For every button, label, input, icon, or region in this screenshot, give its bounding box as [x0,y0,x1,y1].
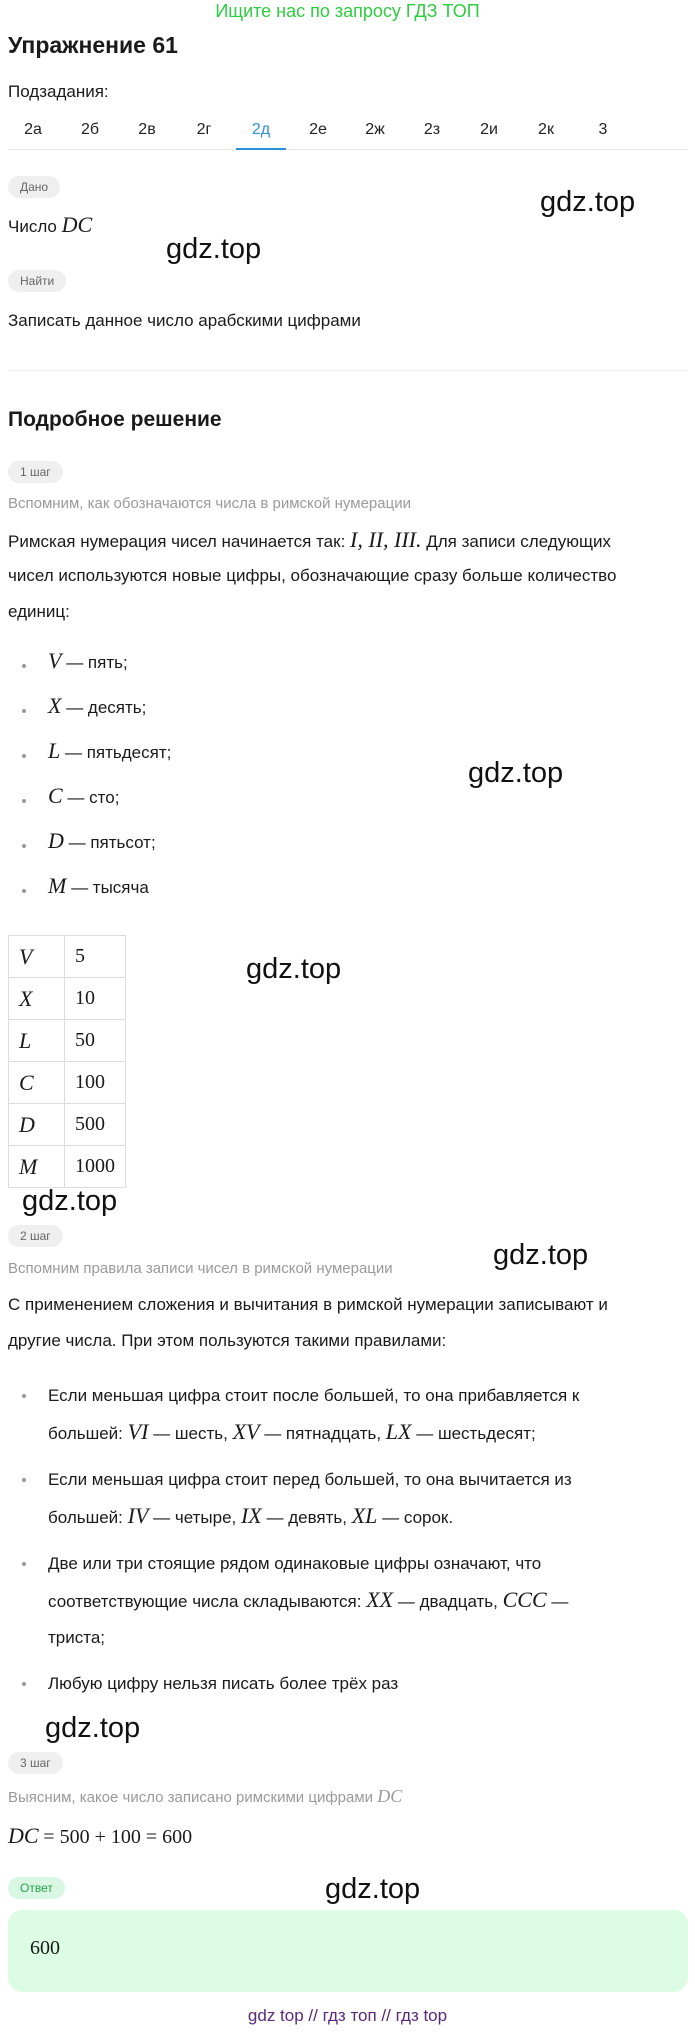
list-item [22,1378,662,1452]
list-text: — пятьдесят; [64,743,172,762]
list-item [22,693,171,738]
math-symbol: XL [351,1503,378,1528]
step1-line3: единиц: [8,602,70,621]
math-symbol: M [48,873,67,898]
list-item [22,648,171,693]
list-item [22,1462,662,1536]
step1-line1-end: Для записи следующих [426,532,611,551]
list-text: — девять, [266,1508,347,1527]
math-symbol: LX [385,1419,412,1444]
table-cell: V [9,936,65,978]
step1-line1 [8,522,611,560]
tab-2k[interactable]: 2к [538,121,554,138]
list-text: Любую цифру нельзя писать более трёх раз [48,1674,399,1693]
table-cell: 1000 [65,1146,126,1188]
list-text: — шесть, [153,1424,228,1443]
list-text: — пять; [66,653,128,672]
list-text: — [551,1592,569,1611]
find-badge: Найти [8,270,66,292]
math-symbol: IX [240,1503,262,1528]
step3-hint [8,1786,402,1807]
tab-2zh[interactable]: 2ж [365,121,385,138]
divider [8,370,688,371]
list-text: большей: [48,1508,123,1527]
list-text: соответствующие числа складываются: [48,1592,362,1611]
watermark: gdz.top [45,1712,141,1744]
find-text: Записать данное число арабскими цифрами [8,311,361,330]
page-title: Упражнение 61 [8,32,178,58]
answer-badge: Ответ [8,1877,65,1899]
table-cell: D [9,1104,65,1146]
roman-digits-list [22,648,171,918]
watermark: gdz.top [325,1873,421,1905]
list-text: — четыре, [153,1508,237,1527]
list-text: Если меньшая цифра стоит после большей, то она прибавляется к [48,1386,580,1405]
math-symbol: VI [127,1419,149,1444]
math-symbol: CCC [502,1587,547,1612]
tab-2z[interactable]: 2з [423,121,441,138]
list-item [22,828,171,873]
watermark: gdz.top [540,186,636,218]
step2-line2: другие числа. При этом пользуются такими правилами: [8,1331,447,1350]
table-cell: 5 [65,936,126,978]
tab-2e[interactable]: 2е [309,121,327,138]
footer-links[interactable]: gdz top // гдз топ // гдз top [247,2006,448,2025]
watermark: gdz.top [493,1239,589,1271]
table-row [9,936,126,978]
step1-line1-start: Римская нумерация чисел начинается так: [8,532,346,551]
tab-2v[interactable]: 2в [138,121,156,138]
given-badge: Дано [8,176,60,198]
subtasks-label: Подзадания: [8,82,109,101]
subtask-tabs [8,112,688,150]
table-row [9,1146,126,1188]
list-item [22,1546,662,1656]
equation-rhs: = 500 + 100 = 600 [43,1826,193,1848]
list-text: — десять; [66,698,147,717]
math-symbol: D [48,828,64,853]
table-cell: 50 [65,1020,126,1062]
table-cell: 10 [65,978,126,1020]
step3-hint-text: Выясним, какое число записано римскими цифрами [8,1789,374,1806]
table-cell: 500 [65,1104,126,1146]
list-text: — пятьсот; [68,833,156,852]
given-math: DC [61,212,93,237]
list-text: триста; [48,1628,106,1647]
table-row [9,1020,126,1062]
step1-badge: 1 шаг [8,461,63,483]
list-text: — сто; [67,788,120,807]
math-symbol: IV [127,1503,149,1528]
list-text: — тысяча [71,878,149,897]
math-symbol: XV [232,1419,260,1444]
equation-lhs: DC [8,1823,39,1848]
tab-2d[interactable]: 2д [236,112,286,150]
math-symbol: XX [366,1587,394,1612]
step2-hint: Вспомним правила записи чисел в римской нумерации [8,1260,393,1277]
list-item [22,1666,662,1702]
list-text: большей: [48,1424,123,1443]
list-text: — пятнадцать, [264,1424,382,1443]
step2-line1: С применением сложения и вычитания в римской нумерации записывают и [8,1295,608,1314]
table-cell: L [9,1020,65,1062]
roman-table [8,935,126,1188]
search-banner: Ищите нас по запросу ГДЗ ТОП [215,1,480,21]
watermark: gdz.top [166,233,262,265]
table-row [9,1062,126,1104]
tab-2i[interactable]: 2и [480,121,498,138]
step3-hint-math: DC [377,1786,403,1806]
table-cell: M [9,1146,65,1188]
list-text: Две или три стоящие рядом одинаковые цифры означают, что [48,1554,542,1573]
given-label: Число [8,217,57,236]
step1-line2: чисел используются новые цифры, обозначающие сразу больше количество [8,566,617,585]
rules-list [22,1378,662,1702]
tab-3[interactable]: 3 [598,121,608,138]
math-symbol: X [48,693,62,718]
math-symbol: C [48,783,63,808]
table-cell: C [9,1062,65,1104]
step1-line1-math: I, II, III. [350,527,422,552]
step3-badge: 3 шаг [8,1752,63,1774]
step1-hint: Вспомним, как обозначаются числа в римской нумерации [8,495,411,512]
math-symbol: V [48,648,62,673]
watermark: gdz.top [246,953,342,985]
list-item [22,873,171,918]
list-text: — двадцать, [397,1592,498,1611]
list-text: — сорок. [382,1508,454,1527]
list-text: Если меньшая цифра стоит перед большей, то она вычитается из [48,1470,572,1489]
math-symbol: L [48,738,61,763]
table-row [9,978,126,1020]
list-item [22,783,171,828]
table-cell: 100 [65,1062,126,1104]
watermark: gdz.top [468,757,564,789]
answer-box [8,1910,688,1992]
given-text [8,207,92,245]
list-text: — шестьдесят; [416,1424,536,1443]
tab-2a[interactable]: 2а [24,121,42,138]
step3-equation [8,1818,192,1856]
watermark: gdz.top [22,1185,118,1217]
answer-value: 600 [30,1937,60,1959]
table-row [9,1104,126,1146]
step2-badge: 2 шаг [8,1225,63,1247]
solution-title: Подробное решение [8,408,222,431]
table-cell: X [9,978,65,1020]
tab-2b[interactable]: 2б [80,121,100,138]
list-item [22,738,171,783]
tab-2g[interactable]: 2г [196,121,212,138]
